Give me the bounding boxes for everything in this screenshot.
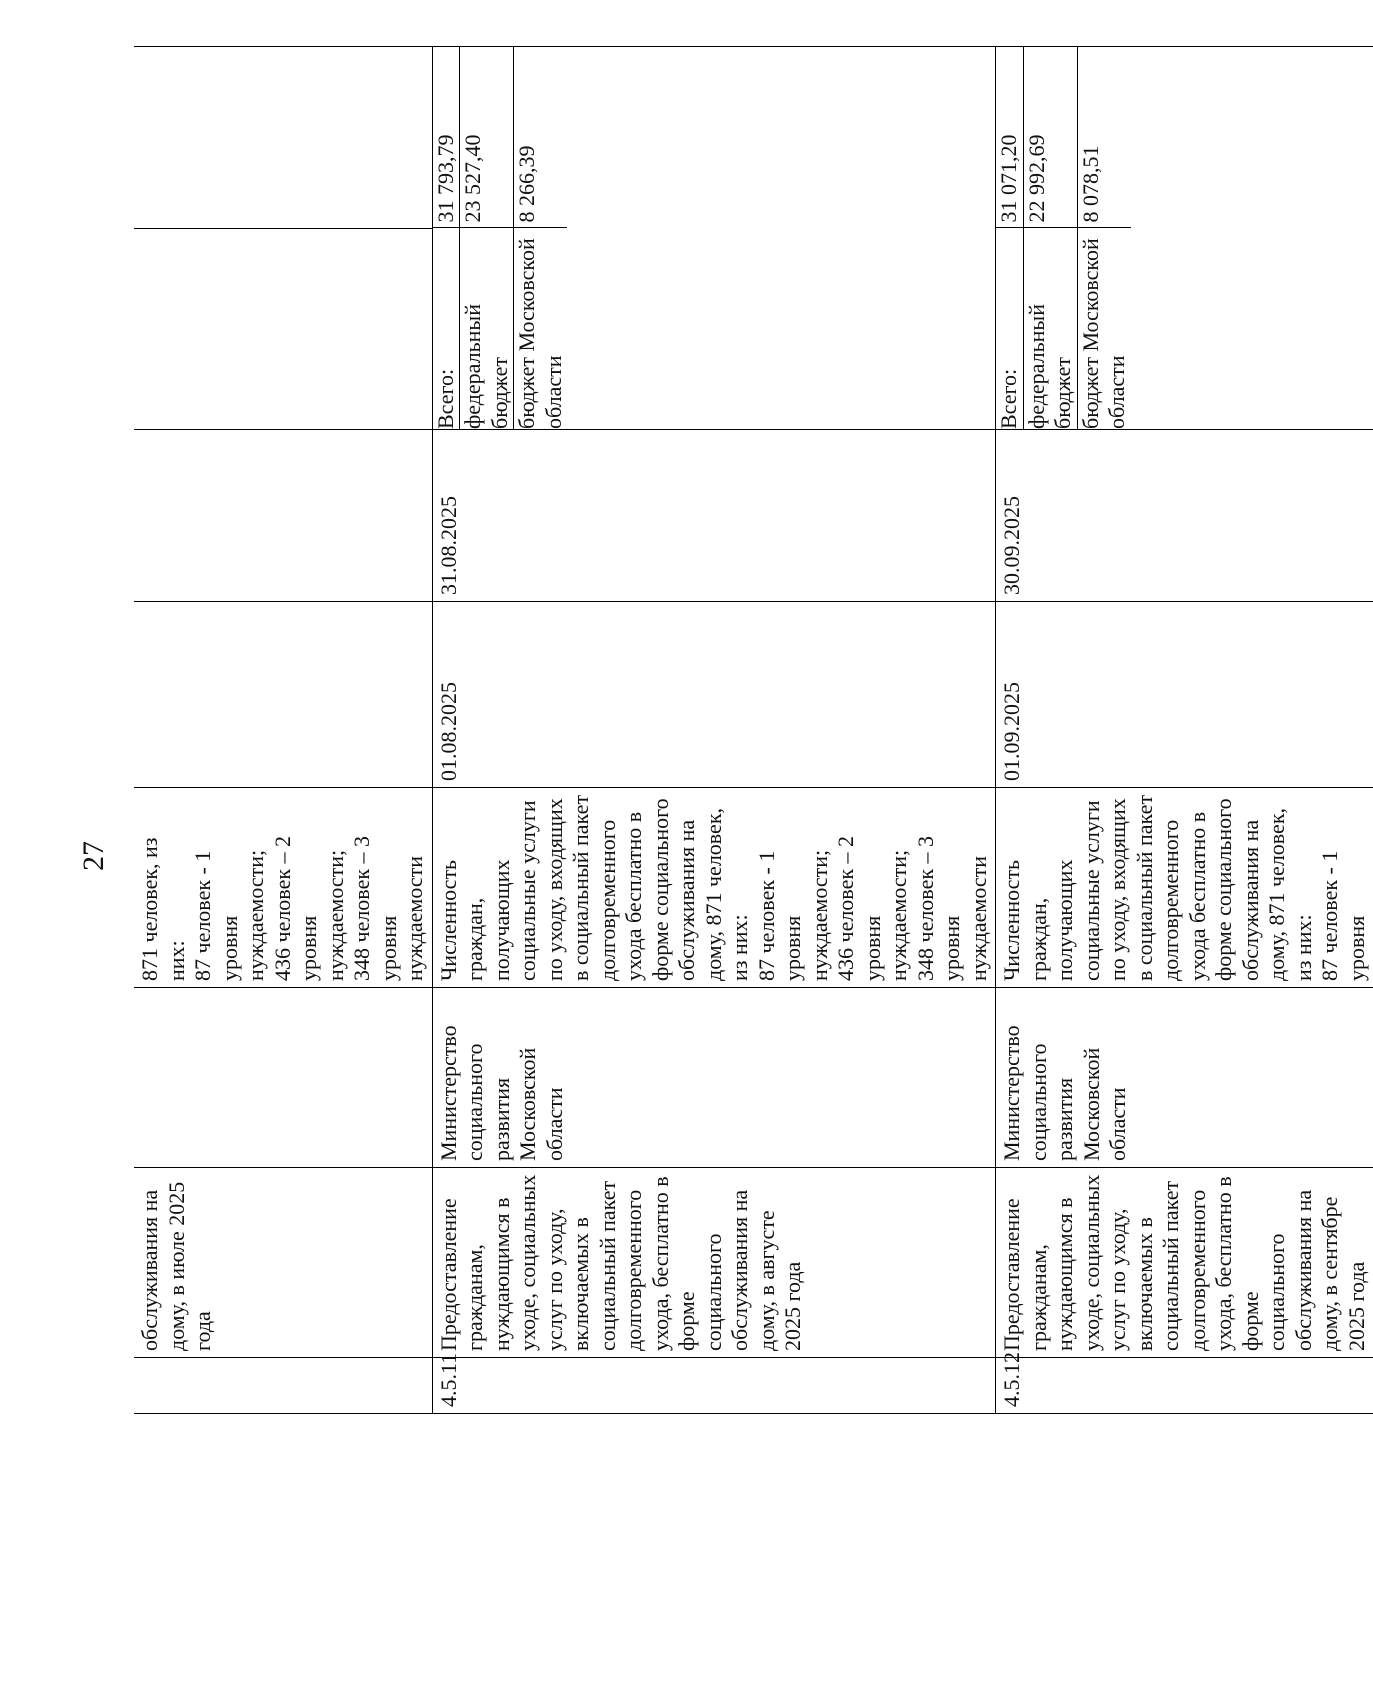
rotated-table-wrapper [134,47,1369,1414]
cell-result: Численность граждан, получающих социальные услуги по уходу, входящих в социальный пакет долговременного ухода бесплатно в форме социального обслуживания на дому, 871 человек, из них: 87 человек - 1 уровня нуждаемости; 436 человек – 2 уровня нуждаемости; 348 человек – 3 уровня нуждаемости [432,788,996,988]
cell-funding [996,47,1373,430]
funding-table [996,46,1131,429]
funding-source: Всего: [433,228,460,429]
action-plan-table [134,46,1373,1414]
table-row [996,47,1373,1414]
funding-amount: 8 078,51 [1077,46,1131,228]
funding-source: федеральный бюджет [460,228,514,429]
funding-source: бюджет Московской области [1077,228,1131,429]
table-row-continuation [134,47,432,1414]
cell-start-date: 01.08.2025 [432,602,996,788]
cell-name: обслуживания на дому, в июле 2025 года [134,1168,432,1358]
funding-amount: 23 527,40 [460,46,514,228]
funding-amount: 8 266,39 [514,46,568,228]
cell-num-empty [134,1358,432,1414]
cell-end-empty [134,430,432,602]
cell-start-empty [134,602,432,788]
cell-start-date: 01.09.2025 [996,602,1373,788]
funding-row [460,46,514,429]
cell-funding [432,47,996,430]
cell-end-date: 30.09.2025 [996,430,1373,602]
funding-table [433,46,568,429]
cell-result: 871 человек, из них: 87 человек - 1 уровня нуждаемости; 436 человек – 2 уровня нуждаемости; 348 человек – 3 уровня нуждаемости [134,788,432,988]
cell-source-empty [134,229,432,430]
cell-executor: Министерство социального развития Московской области [996,988,1373,1168]
funding-row [1077,46,1131,429]
cell-executor: Министерство социального развития Московской области [432,988,996,1168]
cell-amount-empty [134,47,432,229]
cell-num: 4.5.12 [996,1358,1373,1414]
cell-result: Численность граждан, получающих социальные услуги по уходу, входящих в социальный пакет долговременного ухода бесплатно в форме социального обслуживания на дому, 871 человек, из них: 87 человек - 1 уровня [996,788,1373,988]
page-number: 27 [77,841,110,871]
funding-amount: 22 992,69 [1023,46,1077,228]
funding-row [514,46,568,429]
cell-executor-empty [134,988,432,1168]
funding-amount: 31 071,20 [996,134,1021,223]
funding-row [433,46,460,429]
table-row [432,47,996,1414]
funding-source: федеральный бюджет [1023,228,1077,429]
funding-row [1023,46,1077,429]
cell-num: 4.5.11 [432,1358,996,1414]
cell-end-date: 31.08.2025 [432,430,996,602]
funding-amount: 31 793,79 [432,134,458,223]
funding-source: бюджет Московской области [514,228,568,429]
cell-name: Предоставление гражданам, нуждающимся в уходе, социальных услуг по уходу, включаемых в социальный пакет долговременного ухода, бесплатно в форме социального обслуживания на дому, в августе 2025 года [432,1168,996,1358]
cell-name: Предоставление гражданам, нуждающимся в уходе, социальных услуг по уходу, включаемых в социальный пакет долговременного ухода, бесплатно в форме социального обслуживания на дому, в сентябре 2025 года [996,1168,1373,1358]
funding-source: Всего: [996,228,1023,429]
funding-row [996,46,1023,429]
